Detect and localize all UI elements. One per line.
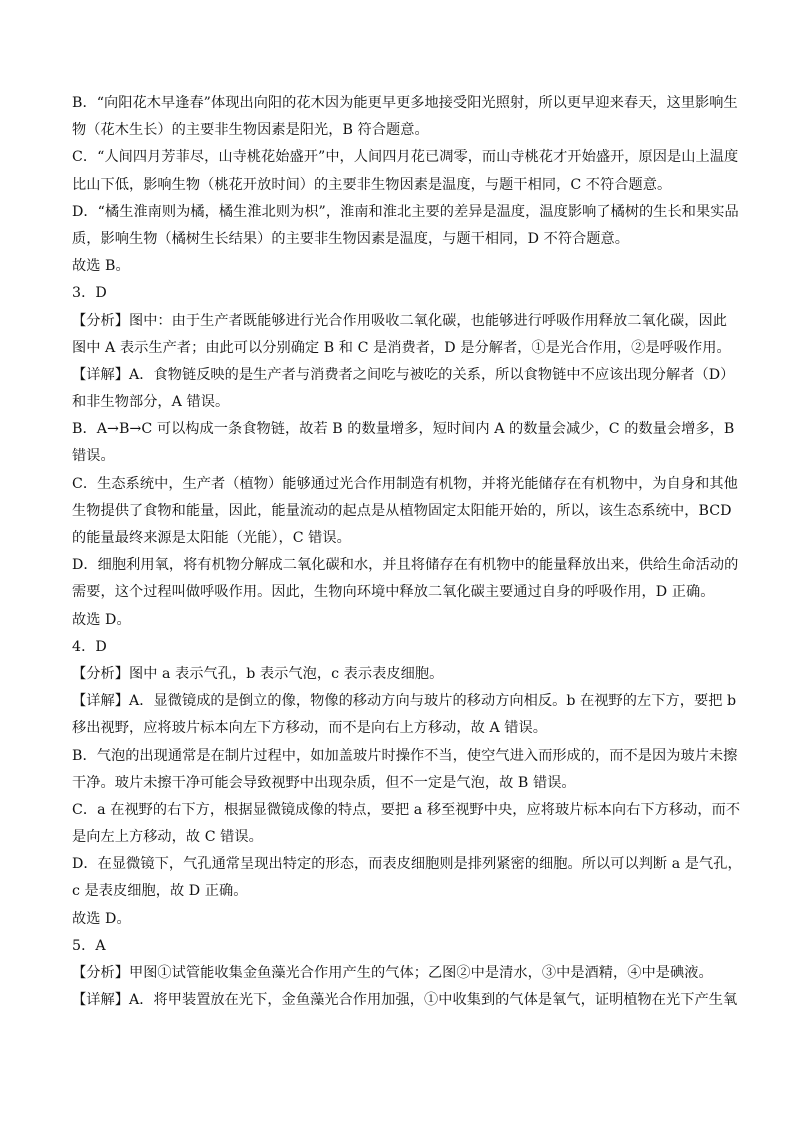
text-line: 【分析】图中 a 表示气孔，b 表示气泡，c 表示表皮细胞。: [72, 665, 444, 682]
text-line: 需要，这个过程叫做呼吸作用。因此，生物向环境中释放二氧化碳主要通过自身的呼吸作用，D 正确。: [72, 584, 715, 601]
text-line: 移出视野，应将玻片标本向左下方移动，而不是向右上方移动，故 A 错误。: [72, 720, 548, 737]
text-line: C．a 在视野的右下方，根据显微镜成像的特点，要把 a 移至视野中央，应将玻片标本向右下方移动，而不: [72, 801, 741, 818]
text-line: D．细胞利用氧，将有机物分解成二氧化碳和水，并且将储存在有机物中的能量释放出来，供给生命活动的: [72, 557, 739, 574]
text-line: B．A→B→C 可以构成一条食物链，故若 B 的数量增多，短时间内 A 的数量会减少，C 的数量会增多，B: [72, 421, 735, 438]
question-number: 3．D: [72, 285, 107, 302]
text-line: 【详解】A．将甲装置放在光下，金鱼藻光合作用加强，①中收集到的气体是氧气，证明植物在光下产生氧: [72, 992, 738, 1009]
text-line: 故选 B。: [72, 258, 130, 275]
text-line: B．气泡的出现通常是在制片过程中，如加盖玻片时操作不当，使空气进入而形成的，而不是因为玻片未擦: [72, 747, 738, 764]
text-line: 故选 D。: [72, 611, 131, 628]
text-line: B．“向阳花木早逢春”体现出向阳的花木因为能更早更多地接受阳光照射，所以更早迎来春天，这里影响生: [72, 95, 738, 111]
text-line: 【分析】甲图①试管能收集金鱼藻光合作用产生的气体；乙图②中是清水，③中是酒精，④中是碘液。: [72, 965, 713, 981]
text-line: 质，影响生物（橘树生长结果）的主要非生物因素是温度，与题干相同，D 不符合题意。: [72, 230, 630, 247]
text-line: 比山下低，影响生物（桃花开放时间）的主要非生物因素是温度，与题干相同，C 不符合题意。: [72, 176, 672, 193]
text-line: 故选 D。: [72, 910, 131, 927]
text-line: D．“橘生淮南则为橘，橘生淮北则为枳”，淮南和淮北主要的差异是温度，温度影响了橘树的生长和果实品: [72, 203, 739, 220]
text-line: 错误。: [72, 448, 115, 465]
text-line: 【详解】A．食物链反映的是生产者与消费者之间吃与被吃的关系，所以食物链中不应该出现分解者（D）: [72, 366, 735, 383]
question-number: 5．A: [72, 937, 106, 954]
text-line: C．生态系统中，生产者（植物）能够通过光合作用制造有机物，并将光能储存在有机物中，为自身和其他: [72, 475, 738, 492]
text-line: c 是表皮细胞，故 D 正确。: [72, 883, 248, 900]
document-body: [72, 90, 742, 1014]
text-line: 和非生物部分，A 错误。: [72, 394, 230, 411]
text-line: 物（花木生长）的主要非生物因素是阳光，B 符合题意。: [72, 122, 429, 139]
text-line: 干净。玻片未擦干净可能会导致视野中出现杂质，但不一定是气泡，故 B 错误。: [72, 774, 576, 791]
text-line: 【分析】图中：由于生产者既能够进行光合作用吸收二氧化碳，也能够进行呼吸作用释放二氧化碳，因此: [72, 312, 727, 329]
text-line: 【详解】A．显微镜成的是倒立的像，物像的移动方向与玻片的移动方向相反。b 在视野的左下方，要把 b: [72, 693, 737, 710]
text-line: D．在显微镜下，气孔通常呈现出特定的形态，而表皮细胞则是排列紧密的细胞。所以可以判断 a 是气孔，: [72, 856, 742, 873]
text-line: 是向左上方移动，故 C 错误。: [72, 829, 263, 846]
text-line: 图中 A 表示生产者；由此可以分别确定 B 和 C 是消费者，D 是分解者，①是光合作用，②是呼吸作用。: [72, 339, 731, 356]
text-line: 的能量最终来源是太阳能（光能），C 错误。: [72, 530, 351, 546]
text-line: C．“人间四月芳菲尽，山寺桃花始盛开”中，人间四月花已凋零，而山寺桃花才开始盛开，原因是山上温度: [72, 149, 739, 166]
text-line: 生物提供了食物和能量，因此，能量流动的起点是从植物固定太阳能开始的，所以，该生态系统中，BCD: [72, 502, 732, 519]
question-number: 4．D: [72, 638, 107, 655]
